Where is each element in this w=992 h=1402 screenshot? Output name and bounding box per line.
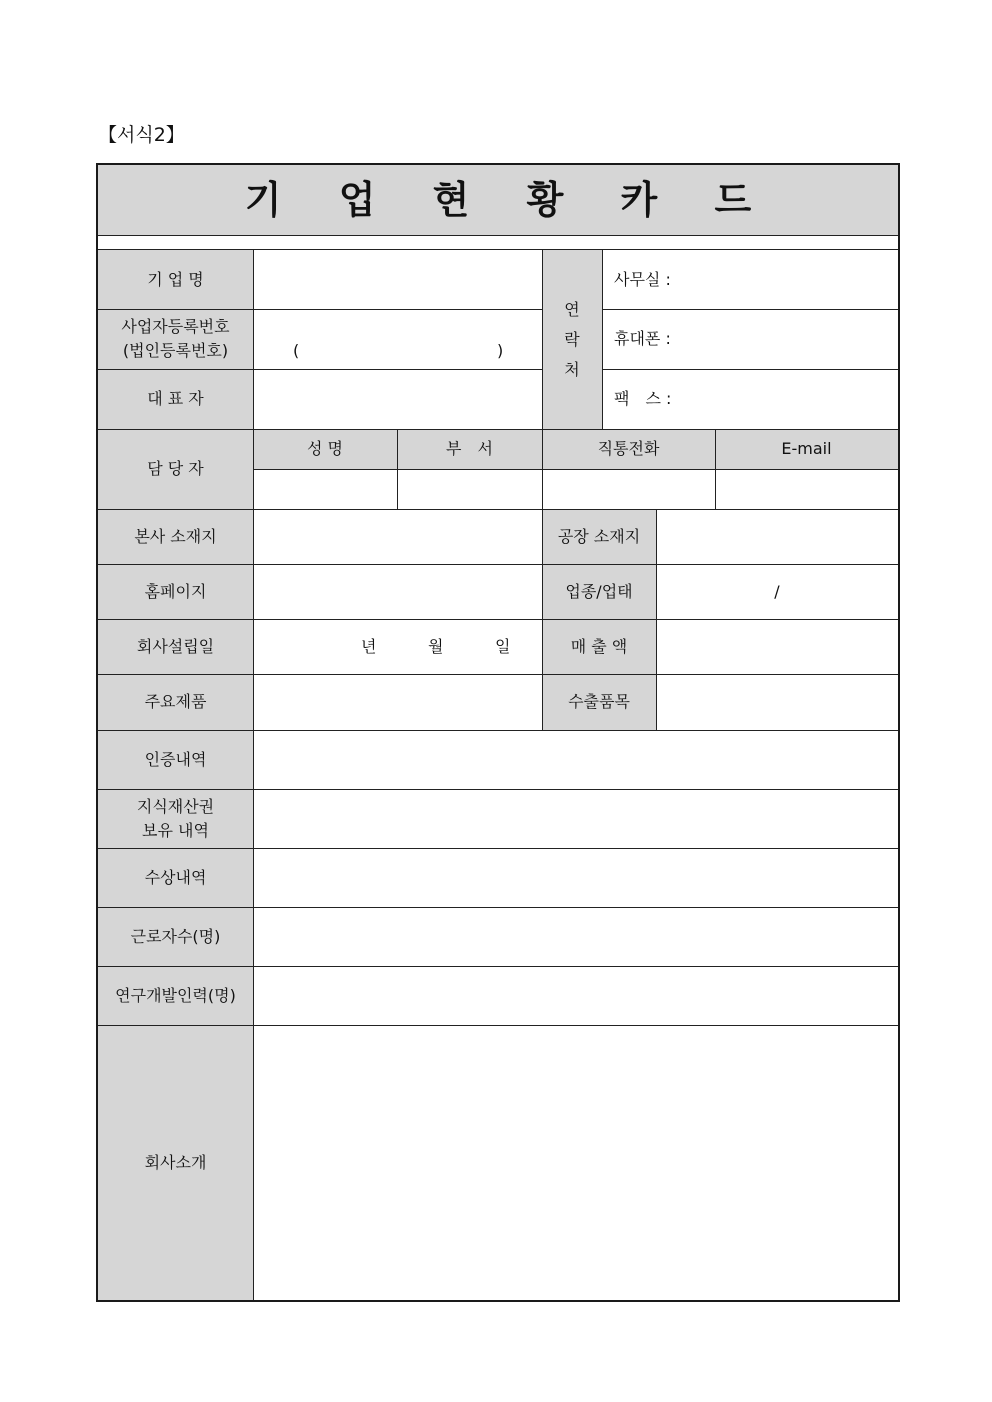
rnd-staff-label: 연구개발인력(명) [98,966,253,1025]
sales-input[interactable] [656,619,898,674]
grid-line [715,429,716,509]
manager-dept-header: 부 서 [397,429,542,469]
company-status-card [96,163,900,1302]
biz-reg-label [98,309,253,369]
manager-email-header: E-mail [715,429,898,469]
awards-label: 수상내역 [98,848,253,907]
grid-line [98,907,898,908]
certifications-input[interactable] [253,730,898,789]
industry-label: 업종/업태 [542,564,656,619]
representative-label: 대 표 자 [98,369,253,429]
mobile-phone-label: 휴대폰 : [614,329,671,348]
grid-line [98,789,898,790]
manager-dept-input[interactable] [397,469,542,509]
grid-line [98,369,542,370]
contact-label-line1: 연 [564,299,580,319]
industry-separator: / [774,581,780,601]
hq-address-input[interactable] [253,509,542,564]
ip-holdings-label [98,789,253,848]
biz-reg-paren-close: ) [497,341,504,360]
founded-date-input[interactable] [253,619,542,674]
awards-input[interactable] [253,848,898,907]
grid-line [98,509,898,510]
grid-line [98,730,898,731]
grid-line [98,309,542,310]
company-name-label: 기 업 명 [98,250,253,309]
main-products-label: 주요제품 [98,674,253,730]
mobile-phone-field[interactable] [602,309,898,369]
contact-label-line3: 처 [564,359,580,379]
grid-line [253,469,898,470]
main-products-input[interactable] [253,674,542,730]
representative-input[interactable] [253,369,542,429]
biz-reg-input[interactable] [253,309,542,369]
employees-label: 근로자수(명) [98,907,253,966]
export-items-label: 수출품목 [542,674,656,730]
homepage-label: 홈페이지 [98,564,253,619]
hq-address-label: 본사 소재지 [98,509,253,564]
grid-line [542,250,543,429]
grid-line [98,1025,898,1026]
manager-name-header: 성 명 [253,429,397,469]
grid-line [397,429,398,509]
grid-line [602,369,898,370]
homepage-input[interactable] [253,564,542,619]
founded-year-unit: 년 [361,636,377,656]
contact-label [542,250,602,429]
grid-line [98,564,898,565]
grid-line [542,509,543,730]
ip-holdings-label-line2: 보유 내역 [142,820,209,840]
company-intro-label: 회사소개 [98,1025,253,1300]
office-phone-field[interactable] [602,250,898,309]
divider [98,235,898,236]
grid-line [656,509,657,730]
factory-address-label: 공장 소재지 [542,509,656,564]
certifications-label: 인증내역 [98,730,253,789]
grid-line [253,250,254,1300]
grid-line [542,429,543,509]
founded-label: 회사설립일 [98,619,253,674]
office-phone-label: 사무실 : [614,269,671,289]
manager-name-input[interactable] [253,469,397,509]
biz-reg-label-line2: (법인등록번호) [122,341,229,360]
founded-month-unit: 월 [428,636,444,656]
manager-phone-header: 직통전화 [542,429,715,469]
ip-holdings-label-line1: 지식재산권 [136,796,215,816]
company-name-input[interactable] [253,250,542,309]
company-intro-input[interactable] [253,1025,898,1300]
rnd-staff-input[interactable] [253,966,898,1025]
form-label: 【서식2】 [98,124,185,146]
ip-holdings-input[interactable] [253,789,898,848]
export-items-input[interactable] [656,674,898,730]
grid-line [98,848,898,849]
grid-line [98,619,898,620]
grid-line [98,674,898,675]
fax-field[interactable] [602,369,898,429]
industry-input[interactable] [656,564,898,619]
fax-label: 팩 스 : [614,389,672,408]
factory-address-input[interactable] [656,509,898,564]
manager-label: 담 당 자 [98,429,253,509]
manager-phone-input[interactable] [542,469,715,509]
page-title: 기 업 현 황 카 드 [98,165,898,235]
grid-line [602,250,603,429]
grid-line [98,966,898,967]
grid-line [602,309,898,310]
grid-line [98,429,898,430]
biz-reg-label-line1: 사업자등록번호 [121,317,230,336]
manager-email-input[interactable] [715,469,898,509]
employees-input[interactable] [253,907,898,966]
founded-day-unit: 일 [495,636,511,656]
sales-label: 매 출 액 [542,619,656,674]
biz-reg-paren-open: ( [293,341,300,360]
contact-label-line2: 락 [564,329,580,349]
